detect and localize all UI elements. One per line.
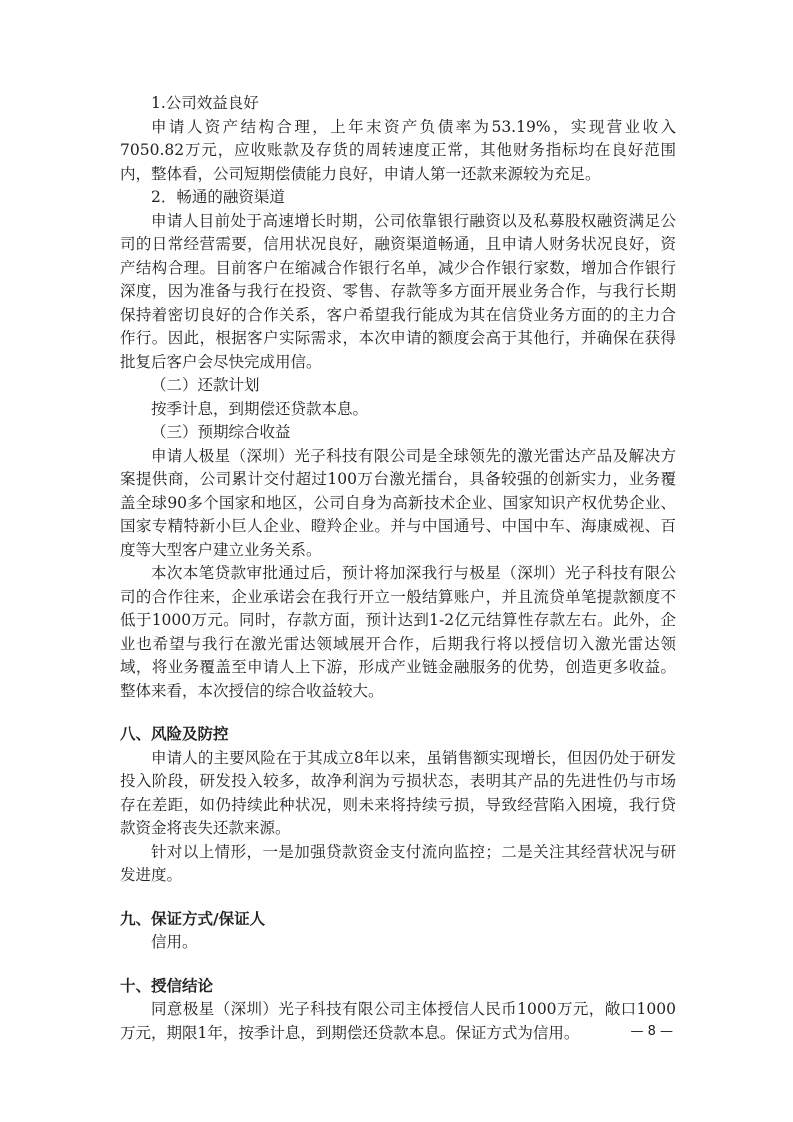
- guarantee-body: 信用。: [151, 933, 198, 951]
- page-number: — 8 —: [630, 1024, 673, 1039]
- section-1-title: 1.公司效益良好: [151, 94, 259, 112]
- page-content: [120, 92, 676, 1045]
- risk-body-2: 针对以上情形，一是加强贷款资金支付流向监控；二是关注其经营状况与研发进度。: [120, 842, 676, 884]
- guarantee-heading: 九、保证方式/保证人: [120, 909, 266, 928]
- conclusion-body: 同意极星（深圳）光子科技有限公司主体授信人民币1000万元，敞口1000万元，期限1年，按季计息，到期偿还贷款本息。保证方式为信用。: [120, 1000, 676, 1042]
- section-1-body: 申请人资产结构合理，上年末资产负债率为53.19%，实现营业收入7050.82万元，应收账款及存货的周转速度正常，其他财务指标均在良好范围内，整体看，公司短期偿债能力良好，申请人第一还款来源较为充足。: [120, 117, 676, 183]
- risk-body-1: 申请人的主要风险在于其成立8年以来，虽销售额实现增长，但因仍处于研发投入阶段，研发投入较多，故净利润为亏损状态，表明其产品的先进性仍与市场存在差距，如仍持续此种状况，则未来将持续亏损，导致经营陷入困境，我行贷款资金将丧失还款来源。: [120, 748, 676, 837]
- risk-heading: 八、风险及防控: [120, 725, 229, 743]
- repayment-plan-body: 按季计息，到期偿还贷款本息。: [151, 399, 369, 418]
- repayment-plan-title: （二）还款计划: [151, 376, 260, 394]
- expected-benefit-body-1: 申请人极星（深圳）光子科技有限公司是全球领先的激光雷达产品及解决方案提供商，公司累计交付超过100万台激光擂台，具备较强的创新实力，业务覆盖全球90多个国家和地区，公司自身为高新技术企业、国家知识产权优势企业、国家专精特新小巨人企业、瞪羚企业。并与中国通号、中国中车、海康威视、百度等大型客户建立业务关系。: [120, 446, 676, 559]
- section-2-title: 2．畅通的融资渠道: [151, 188, 285, 206]
- expected-benefit-body-2: 本次本笔贷款审批通过后，预计将加深我行与极星（深圳）光子科技有限公司的合作往来，企业承诺会在我行开立一般结算账户，并且流贷单笔提款额度不低于1000万元。同时，存款方面，预计达到1-2亿元结算性存款左右。此外，企业也希望与我行在激光雷达领域展开合作，后期我行将以授信切入激光雷达领域，将业务覆盖至申请人上下游，形成产业链金融服务的优势，创造更多收益。整体来看，本次授信的综合收益较大。: [120, 564, 676, 700]
- conclusion-heading: 十、授信结论: [120, 976, 214, 995]
- expected-benefit-title: （三）预期综合收益: [151, 423, 291, 441]
- section-2-body: 申请人目前处于高速增长时期，公司依靠银行融资以及私募股权融资满足公司的日常经营需要，信用状况良好，融资渠道畅通，且申请人财务状况良好，资产结构合理。目前客户在缩减合作银行名单，减少合作银行家数，增加合作银行深度，因为准备与我行在投资、零售、存款等多方面开展业务合作，与我行长期保持着密切良好的合作关系，客户希望我行能成为其在信贷业务方面的的主力合作行。因此，根据客户实际需求，本次申请的额度会高于其他行，并确保在获得批复后客户会尽快完成用信。: [120, 211, 676, 371]
